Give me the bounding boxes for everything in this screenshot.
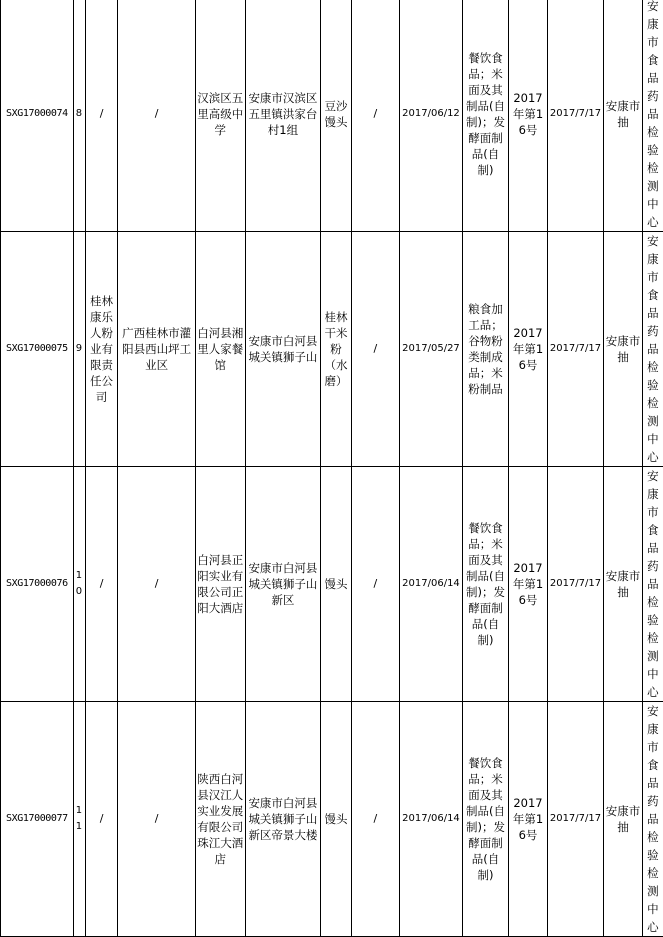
- specification: /: [351, 232, 400, 467]
- food-category: 粮食加工品；谷物粉类制成品；米粉制品: [462, 232, 508, 467]
- row-number: 9: [73, 232, 85, 467]
- manufacturer-address: /: [118, 467, 196, 702]
- food-name: 豆沙馒头: [321, 0, 351, 232]
- testing-lab: 安康市食品药品检验检测中心: [642, 0, 663, 232]
- food-name: 桂林干米粉（水磨）: [321, 232, 351, 467]
- manufacturer-address: /: [118, 0, 196, 232]
- row-number: 11: [73, 702, 85, 937]
- production-date: 2017/05/27: [400, 232, 463, 467]
- production-date: 2017/06/12: [400, 0, 463, 232]
- sample-id: SXG17000077: [1, 702, 74, 937]
- sampled-unit: 陕西白河县汉江人实业发展有限公司珠江大酒店: [196, 702, 246, 937]
- sample-id: SXG17000075: [1, 232, 74, 467]
- notice-number: 2017年第16号: [509, 467, 547, 702]
- sample-id: SXG17000074: [1, 0, 74, 232]
- notice-date: 2017/7/17: [547, 467, 604, 702]
- notice-number: 2017年第16号: [509, 0, 547, 232]
- testing-lab: 安康市食品药品检验检测中心: [642, 467, 663, 702]
- table-row: [1, 232, 663, 467]
- sampled-unit: 汉滨区五里高级中学: [196, 0, 246, 232]
- sample-id: SXG17000076: [1, 467, 74, 702]
- sampled-address: 安康市白河县城关镇狮子山: [245, 232, 321, 467]
- sampled-unit: 白河县湘里人家餐馆: [196, 232, 246, 467]
- table-row: [1, 702, 663, 937]
- food-name: 馒头: [321, 702, 351, 937]
- specification: /: [351, 702, 400, 937]
- table-row: [1, 0, 663, 232]
- sampled-address: 安康市汉滨区五里镇洪家台村1组: [245, 0, 321, 232]
- production-date: 2017/06/14: [400, 467, 463, 702]
- manufacturer: /: [85, 467, 117, 702]
- task-source: 安康市抽: [604, 232, 642, 467]
- specification: /: [351, 467, 400, 702]
- task-source: 安康市抽: [604, 702, 642, 937]
- notice-date: 2017/7/17: [547, 702, 604, 937]
- food-name: 馒头: [321, 467, 351, 702]
- manufacturer: /: [85, 702, 117, 937]
- task-source: 安康市抽: [604, 467, 642, 702]
- manufacturer-address: 广西桂林市灌阳县西山坪工业区: [118, 232, 196, 467]
- table-row: [1, 467, 663, 702]
- sampled-unit: 白河县正阳实业有限公司正阳大酒店: [196, 467, 246, 702]
- sampled-address: 安康市白河县城关镇狮子山新区帝景大楼: [245, 702, 321, 937]
- notice-number: 2017年第16号: [509, 702, 547, 937]
- specification: /: [351, 0, 400, 232]
- testing-lab: 安康市食品药品检验检测中心: [642, 232, 663, 467]
- row-number: 8: [73, 0, 85, 232]
- row-number: 10: [73, 467, 85, 702]
- sampled-address: 安康市白河县城关镇狮子山新区: [245, 467, 321, 702]
- task-source: 安康市抽: [604, 0, 642, 232]
- testing-lab: 安康市食品药品检验检测中心: [642, 702, 663, 937]
- manufacturer: /: [85, 0, 117, 232]
- notice-date: 2017/7/17: [547, 232, 604, 467]
- notice-number: 2017年第16号: [509, 232, 547, 467]
- food-category: 餐饮食品；米面及其制品(自制)；发酵面制品(自制): [462, 467, 508, 702]
- manufacturer: 桂林康乐人粉业有限责任公司: [85, 232, 117, 467]
- manufacturer-address: /: [118, 702, 196, 937]
- notice-date: 2017/7/17: [547, 0, 604, 232]
- food-category: 餐饮食品；米面及其制品(自制)；发酵面制品(自制): [462, 702, 508, 937]
- production-date: 2017/06/14: [400, 702, 463, 937]
- food-category: 餐饮食品；米面及其制品(自制)；发酵面制品(自制): [462, 0, 508, 232]
